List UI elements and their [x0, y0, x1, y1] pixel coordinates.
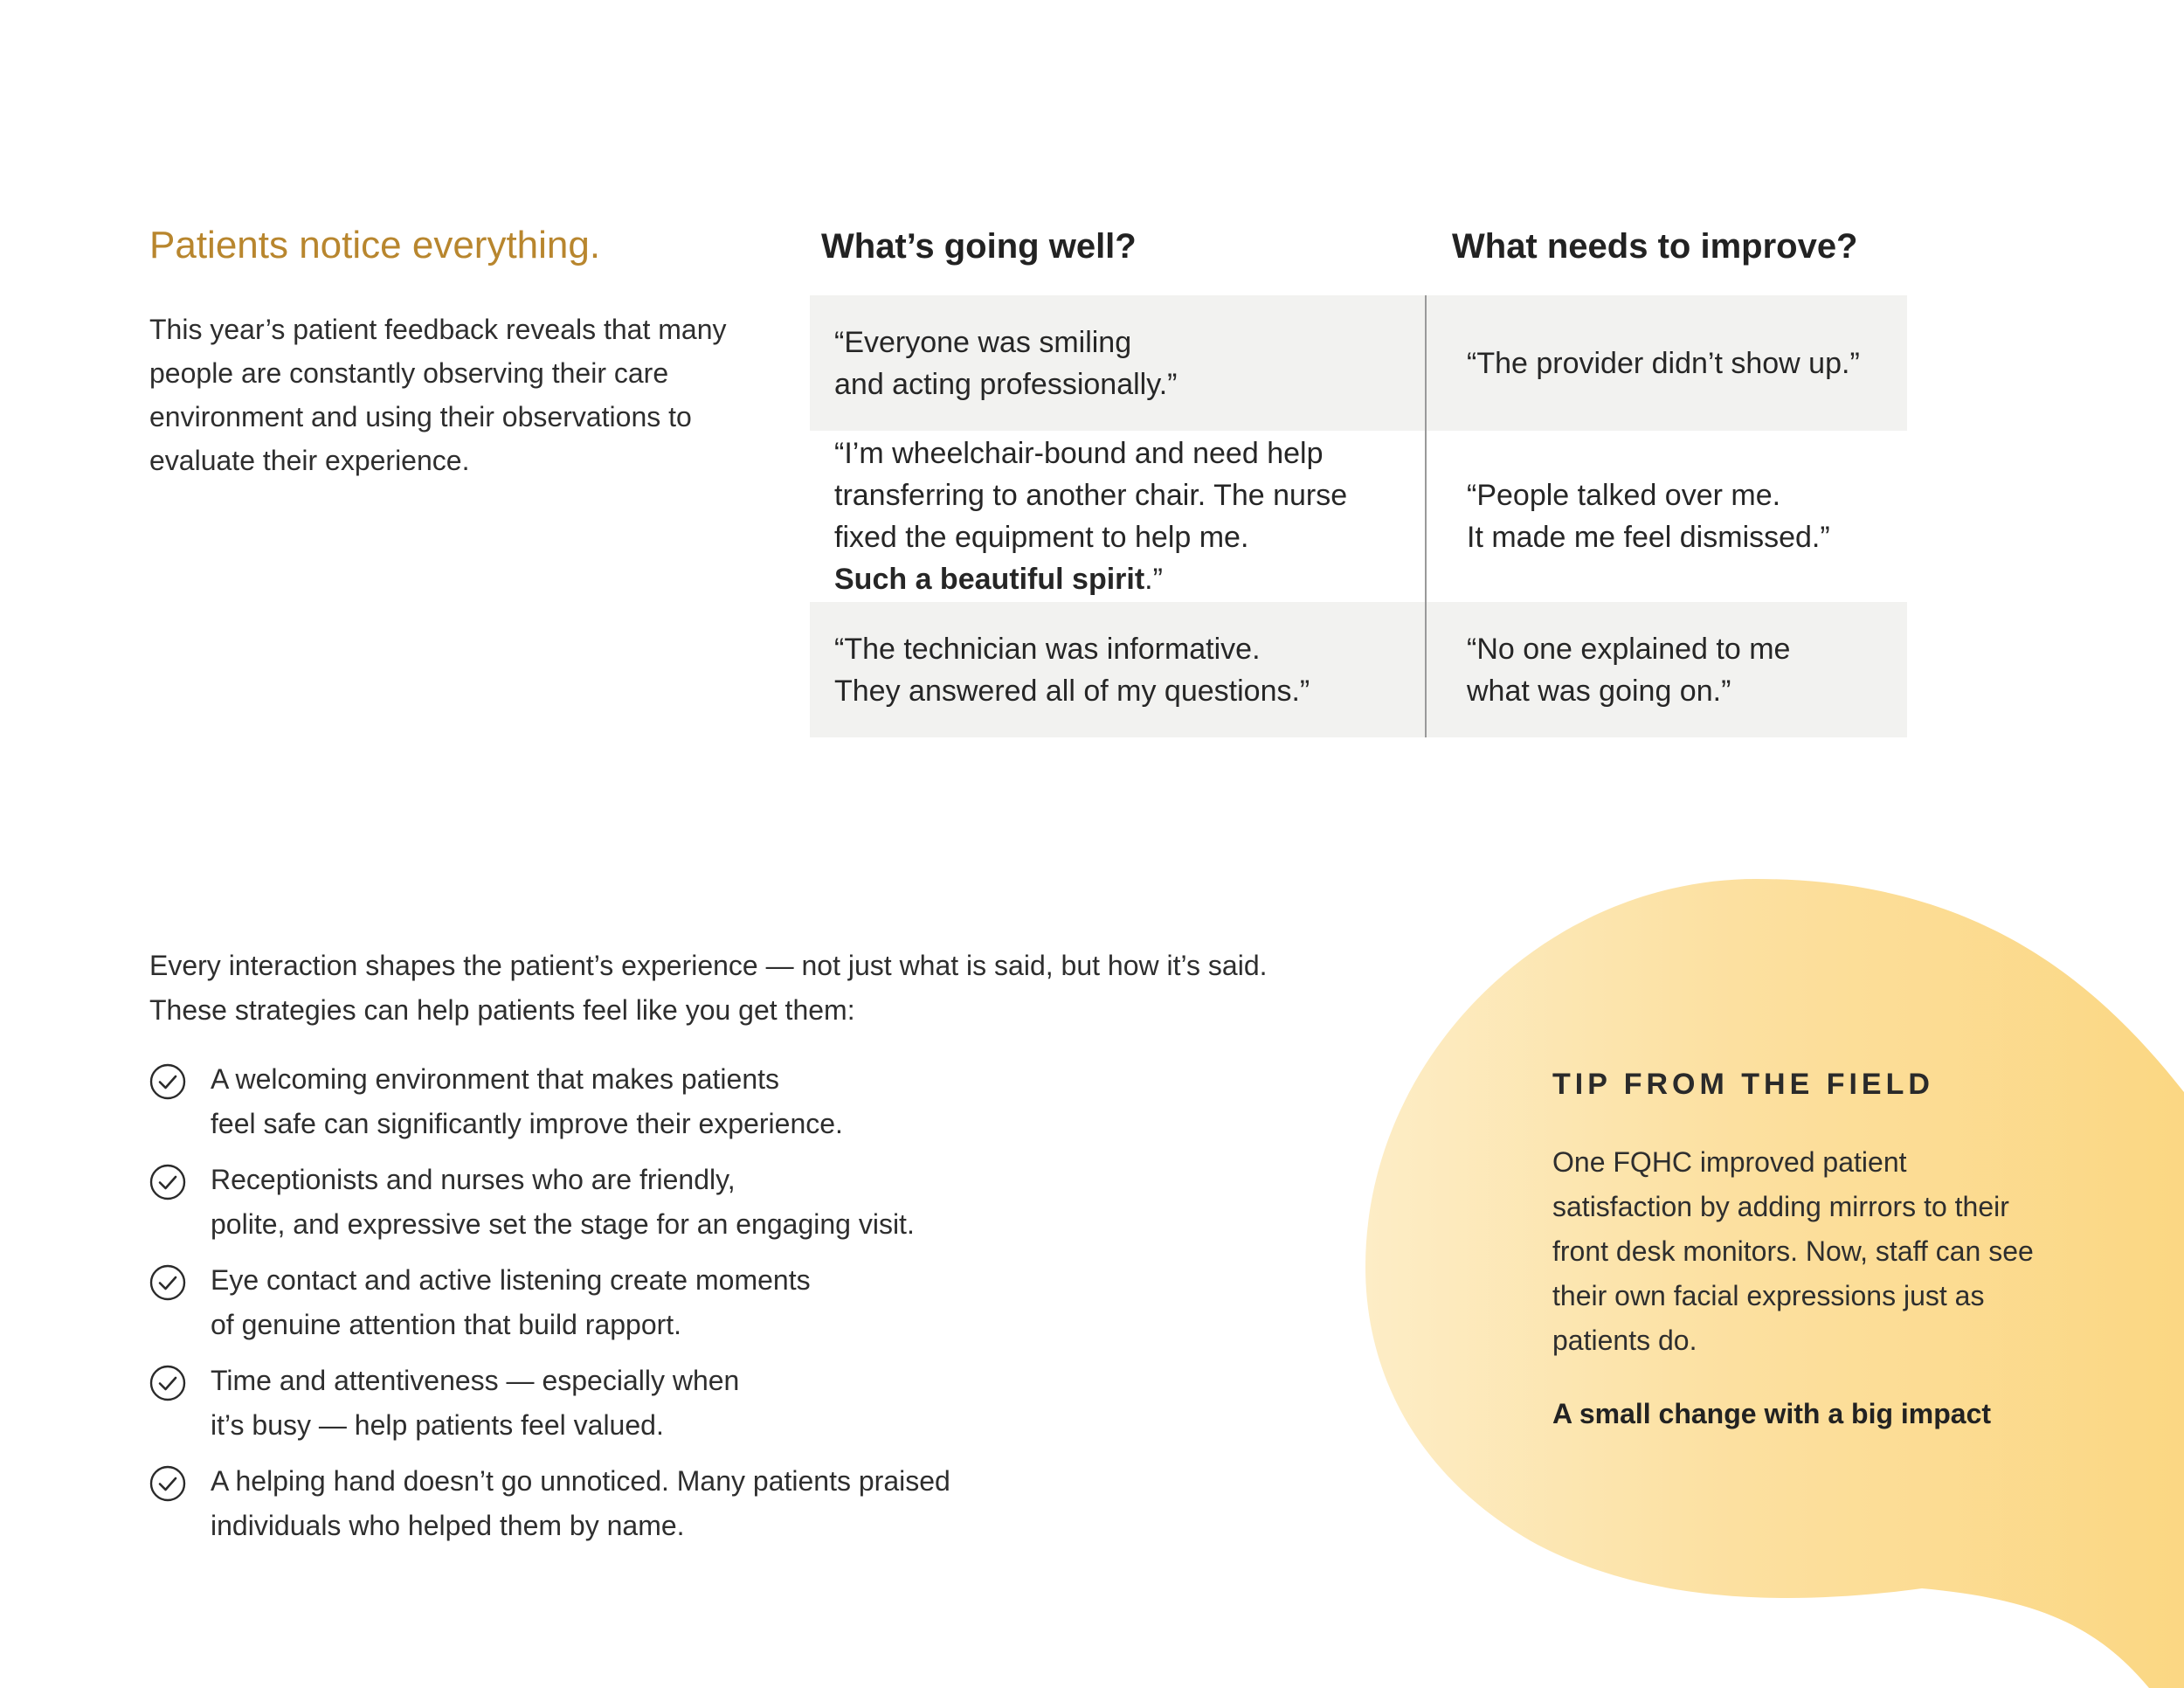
- strategy-item: [149, 1258, 1110, 1359]
- strategy-text: Time and attentiveness — especially when it’s busy — help patients feel valued.: [211, 1365, 740, 1441]
- feedback-row: [810, 602, 1907, 737]
- going-well-quote: “The technician was informative. They answered all of my questions.”: [834, 632, 1310, 708]
- needs-improve-cell: [1427, 602, 1907, 737]
- strategy-item: [149, 1459, 1110, 1560]
- going-well-cell: [810, 431, 1427, 602]
- going-well-cell: [810, 295, 1427, 431]
- intro-paragraph: This year’s patient feedback reveals that many people are constantly observing their care environment and using their observations to evaluate their experience.: [149, 314, 727, 476]
- check-circle-icon: [149, 1063, 186, 1100]
- strategy-text: Eye contact and active listening create moments of genuine attention that build rapport.: [211, 1264, 811, 1340]
- feedback-row: [810, 431, 1907, 602]
- tip-body: One FQHC improved patient satisfaction by adding mirrors to their front desk monitors. Now, staff can see their own facial expressions just as patients do.: [1552, 1146, 2034, 1356]
- tip-box: [1552, 1068, 2042, 1430]
- needs-improve-cell: [1427, 431, 1907, 602]
- feedback-row: [810, 295, 1907, 431]
- going-well-quote: [834, 432, 1347, 600]
- going-well-quote-text: “I’m wheelchair-bound and need help transferring to another chair. The nurse fixed the equipment to help me.: [834, 437, 1348, 554]
- check-circle-icon: [149, 1465, 186, 1502]
- strategy-text: A welcoming environment that makes patients feel safe can significantly improve their experience.: [211, 1063, 843, 1139]
- tip-emphasis: A small change with a big impact: [1552, 1398, 1992, 1429]
- feedback-table: [810, 295, 1907, 737]
- going-well-quote: “Everyone was smiling and acting professionally.”: [834, 325, 1178, 401]
- strategy-text: Receptionists and nurses who are friendly, polite, and expressive set the stage for an engaging visit.: [211, 1164, 915, 1240]
- needs-improve-header: What needs to improve?: [1452, 227, 1858, 266]
- going-well-quote-end: .”: [1144, 563, 1163, 596]
- needs-improve-quote: “No one explained to me what was going on.”: [1467, 632, 1791, 708]
- strategy-item: [149, 1158, 1110, 1258]
- going-well-cell: [810, 602, 1427, 737]
- check-circle-icon: [149, 1365, 186, 1401]
- going-well-header: What’s going well?: [821, 227, 1137, 266]
- going-well-quote-emphasis: Such a beautiful spirit: [834, 563, 1145, 596]
- strategies-list: [149, 1057, 1110, 1560]
- needs-improve-quote: “The provider didn’t show up.”: [1467, 346, 1860, 380]
- check-circle-icon: [149, 1264, 186, 1301]
- tip-label: TIP FROM THE FIELD: [1552, 1068, 1934, 1101]
- strategy-item: [149, 1359, 1110, 1459]
- needs-improve-cell: [1427, 295, 1907, 431]
- strategy-item: [149, 1057, 1110, 1158]
- strategies-lead: Every interaction shapes the patient’s experience — not just what is said, but how it’s said. These strategies can help patients feel like you get them:: [149, 950, 1268, 1026]
- strategy-text: A helping hand doesn’t go unnoticed. Many patients praised individuals who helped them by name.: [211, 1465, 950, 1541]
- needs-improve-quote: “People talked over me. It made me feel dismissed.”: [1467, 479, 1830, 554]
- section-heading: Patients notice everything.: [149, 224, 601, 266]
- check-circle-icon: [149, 1164, 186, 1200]
